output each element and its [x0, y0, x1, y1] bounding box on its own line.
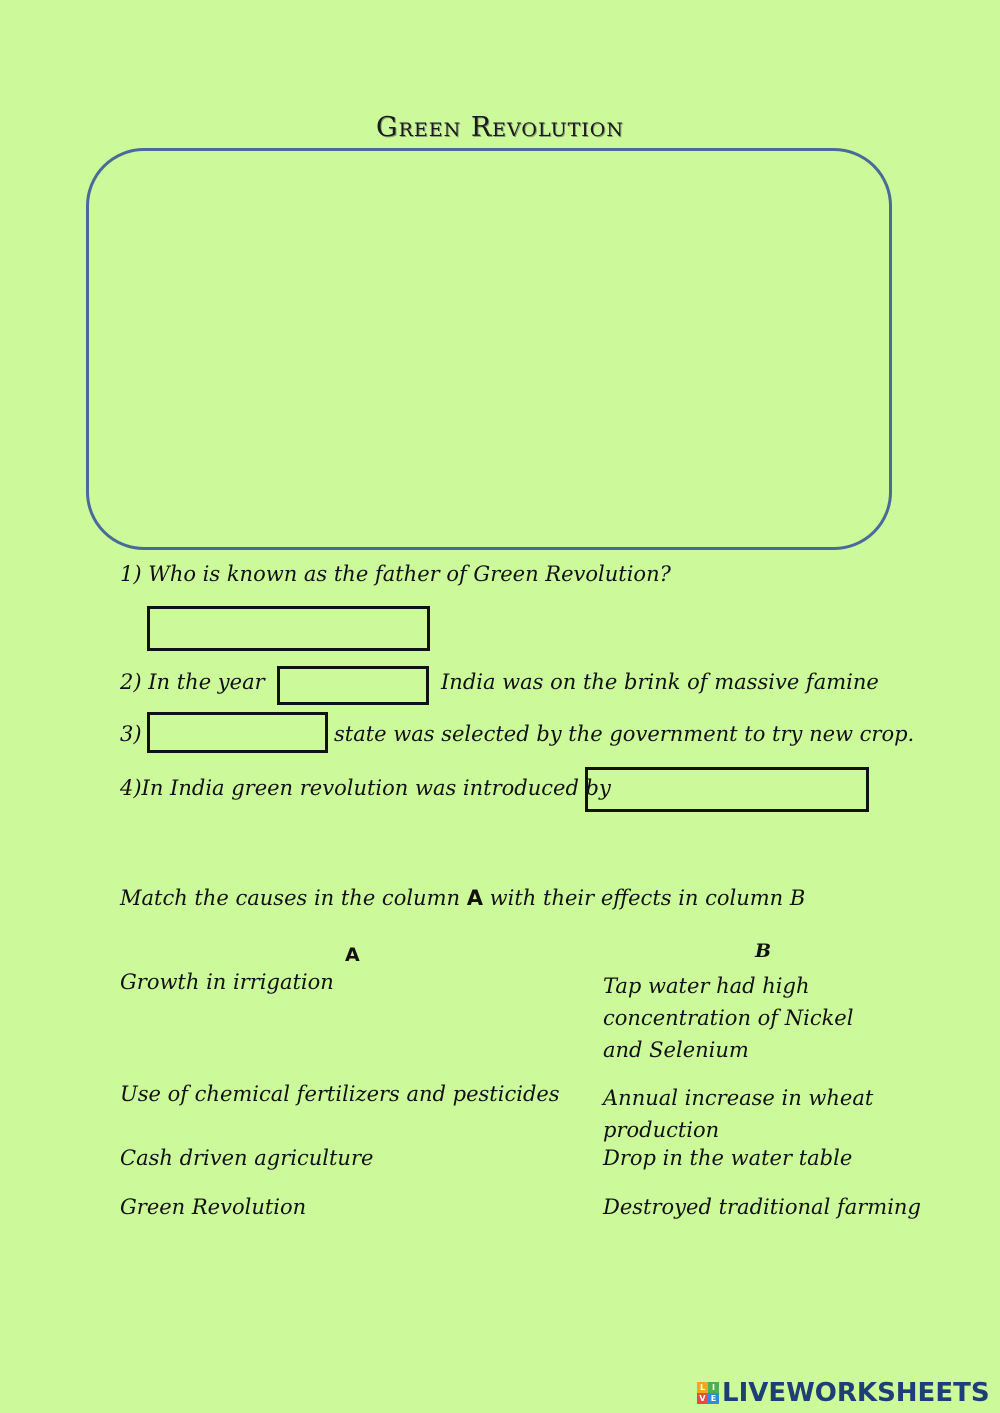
column-b-item-2[interactable]: Annual increase in wheat production: [603, 1086, 874, 1142]
question-2-suffix: India was on the brink of massive famine: [441, 670, 879, 694]
question-2-prefix: 2) In the year: [120, 670, 265, 694]
column-a-header: A: [345, 944, 360, 966]
question-2-answer-input[interactable]: [277, 666, 429, 705]
column-a-item-4[interactable]: Green Revolution: [120, 1195, 307, 1219]
column-a-item-1[interactable]: Growth in irrigation: [120, 970, 334, 994]
question-3-prefix: 3): [120, 722, 142, 746]
column-a-item-3[interactable]: Cash driven agriculture: [120, 1146, 374, 1170]
liveworksheets-logo: [697, 1378, 990, 1408]
match-instruction-column-a: A: [466, 886, 483, 910]
logo-mark-letter-l: L: [697, 1382, 708, 1393]
question-3-suffix: state was selected by the government to try new crop.: [334, 722, 915, 746]
liveworksheets-logo-text: LIVEWORKSHEETS: [722, 1378, 990, 1408]
match-instruction-pre: Match the causes in the column: [120, 886, 461, 910]
worksheet-title: Green Revolution: [376, 112, 624, 143]
question-4-answer-input[interactable]: [585, 767, 869, 812]
column-b-item-4[interactable]: Destroyed traditional farming: [603, 1195, 921, 1219]
question-1-text: 1) Who is known as the father of Green Revolution?: [120, 562, 671, 586]
column-a-item-2[interactable]: Use of chemical fertilizers and pesticides: [120, 1082, 560, 1106]
liveworksheets-logo-icon: [697, 1382, 719, 1404]
column-b-item-3[interactable]: Drop in the water table: [603, 1146, 853, 1170]
question-4-prefix: 4)In India green revolution was introduced by: [120, 776, 611, 800]
logo-mark-letter-e: E: [708, 1393, 719, 1404]
question-3-answer-input[interactable]: [147, 712, 328, 753]
question-1-answer-input[interactable]: [147, 606, 430, 651]
logo-mark-letter-v: V: [697, 1393, 708, 1404]
match-instruction-post: with their effects in column B: [489, 886, 806, 910]
logo-mark-letter-i: I: [708, 1382, 719, 1393]
match-instruction: [120, 886, 805, 910]
column-b-item-1[interactable]: Tap water had high concentration of Nickel and Selenium: [603, 974, 854, 1062]
image-placeholder-frame: [86, 148, 892, 550]
column-b-header: B: [755, 940, 772, 962]
